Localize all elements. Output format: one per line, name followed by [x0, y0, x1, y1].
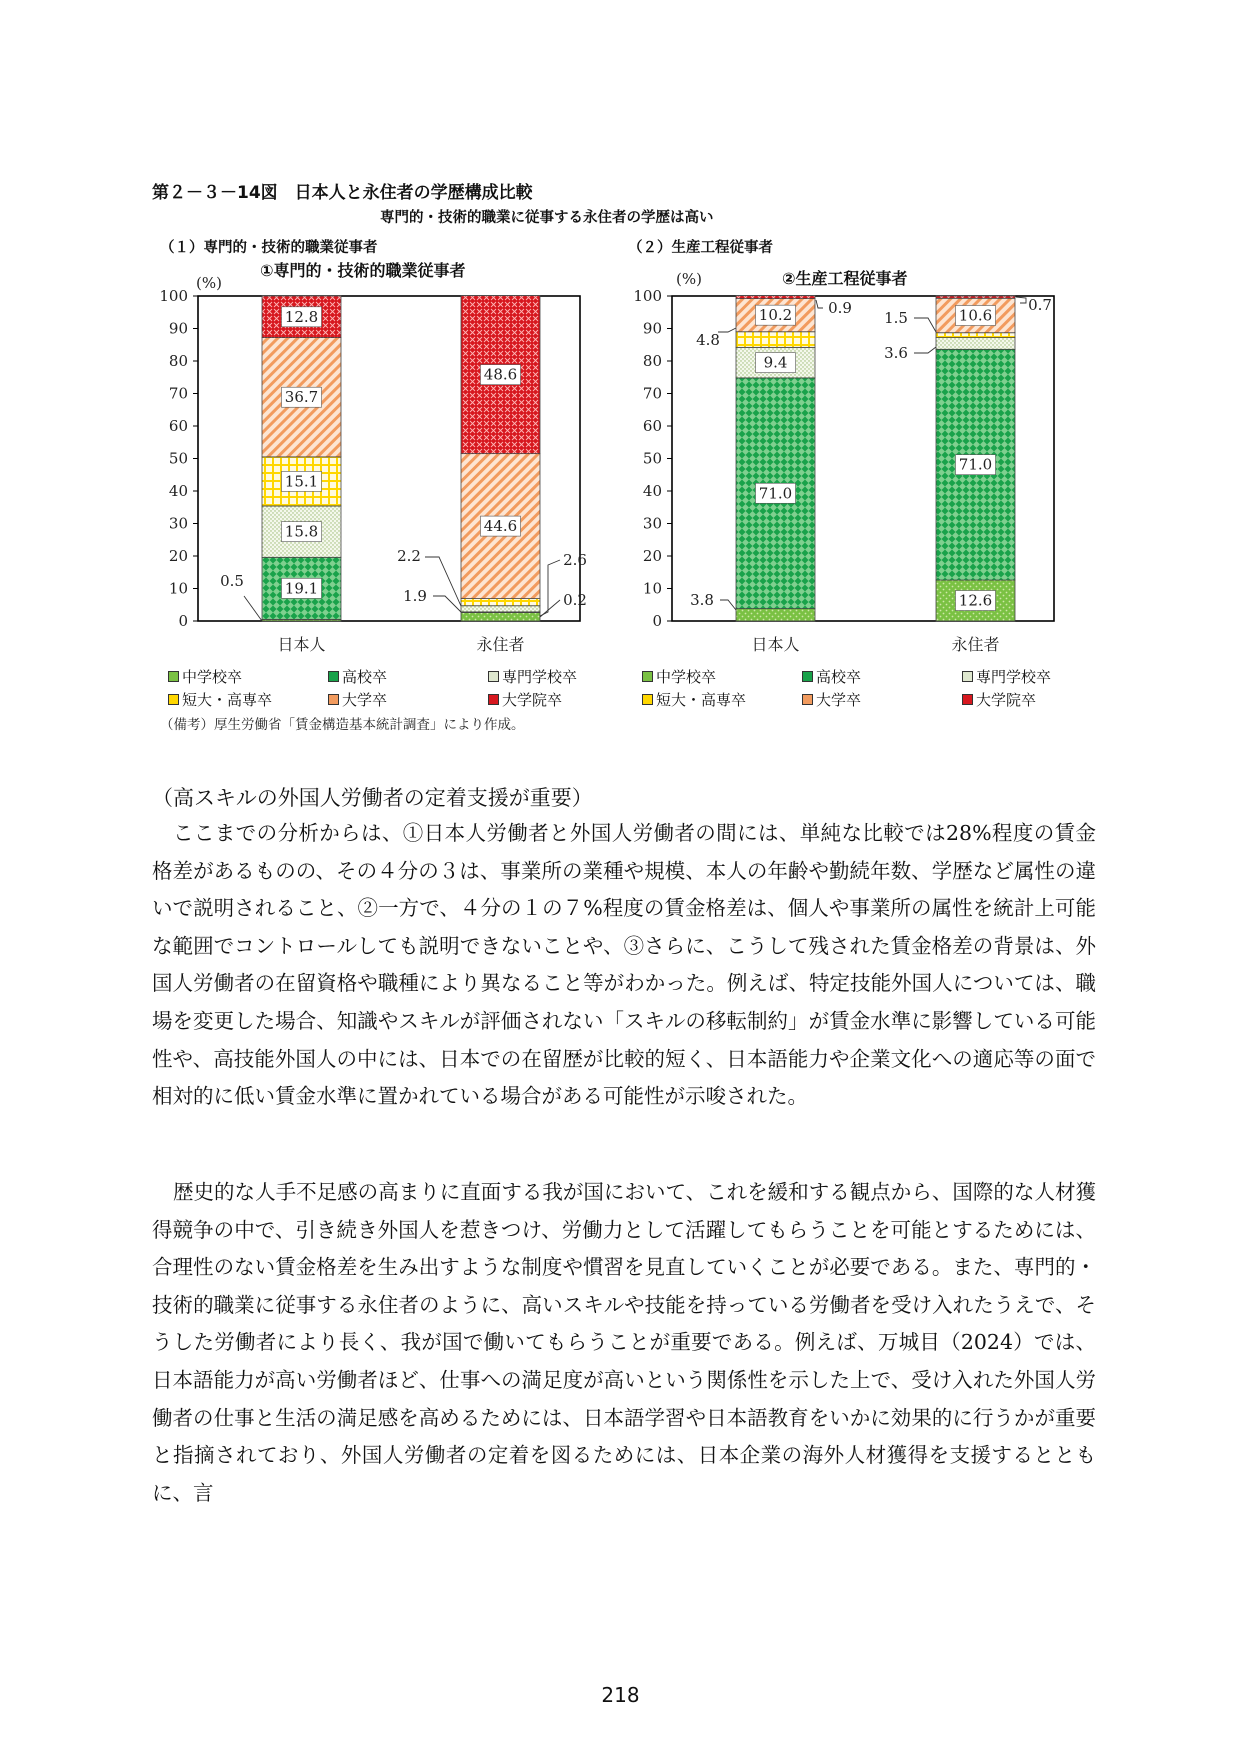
legend-label: 高校卒 [816, 668, 862, 686]
p2-bar-graduate-school-permanent [936, 296, 1015, 298]
legend-label: 中学校卒 [656, 668, 717, 686]
p2-unit-label: (%) [676, 270, 702, 288]
legend-item-graduate-school [962, 689, 1036, 710]
p1-data-label: 12.8 [284, 307, 319, 326]
legend-item-high-school [328, 666, 387, 687]
p2-data-label: 71.0 [758, 484, 793, 503]
p1-data-label: 19.1 [284, 579, 319, 598]
p1-y-tick-label: 100 [159, 287, 188, 305]
p2-category-label: 永住者 [951, 635, 1000, 654]
p1-data-label: 36.7 [284, 388, 319, 407]
p2-y-tick-label: 100 [633, 287, 662, 305]
legend-item-high-school [802, 666, 861, 687]
body-paragraph-2: 歴史的な人手不足感の高まりに直面する我が国において、これを緩和する観点から、国際的な人材獲得競争の中で、引き続き外国人を惹きつけ、労働力として活躍してもらうことを可能とするためには、合理性のない賃金格差を生み出すような制度や慣習を見直していくことが必要である。また、専門的・技術的職業に従事する永住者のように、高いスキルや技能を持っている労働者を受け入れたうえで、そうした労働者により長く、我が国で働いてもらうことが重要である。例えば、万城目（2024）では、日本語能力が高い労働者ほど、仕事への満足度が高いという関係性を示した上で、受け入れた外国人労働者の仕事と生活の満足感を高めるためには、日本語学習や日本語教育をいかに効果的に行うかが重要と指摘されており、外国人労働者の定着を図るためには、日本企業の海外人材獲得を支援するとともに、言 [152, 1180, 1096, 1505]
p2-y-tick-label: 10 [642, 579, 662, 598]
charts-canvas [0, 0, 1241, 740]
legend-swatch [802, 671, 813, 682]
legend-swatch [962, 671, 973, 682]
legend-label: 中学校卒 [182, 668, 243, 686]
p2-data-label: 3.8 [690, 591, 714, 609]
legend-item-junior-college [168, 689, 272, 710]
p1-data-label: 15.8 [284, 522, 319, 541]
p2-bar-junior-college-japanese [736, 332, 815, 348]
legend-swatch [642, 694, 653, 705]
p2-data-label: 4.8 [696, 331, 720, 349]
legend-label: 大学卒 [816, 691, 862, 709]
legend-swatch [642, 671, 653, 682]
legend-item-junior-high [642, 666, 716, 687]
p2-y-tick-label: 80 [642, 352, 662, 370]
figure-note: （備考）厚生労働省「賃金構造基本統計調査」により作成。 [160, 717, 525, 733]
p1-data-label: 0.5 [220, 572, 244, 590]
p2-data-label: 10.2 [758, 306, 793, 325]
p2-bar-vocational-permanent [936, 338, 1015, 350]
p1-data-label: 48.6 [483, 365, 518, 384]
p1-y-tick-label: 20 [168, 547, 188, 565]
legend-label: 専門学校卒 [502, 668, 578, 686]
legend-item-graduate-school [488, 689, 562, 710]
legend-swatch [802, 694, 813, 705]
p2-data-label: 71.0 [958, 455, 993, 474]
legend-label: 大学卒 [342, 691, 388, 709]
legend-item-junior-college [642, 689, 746, 710]
legend-label: 大学院卒 [976, 691, 1037, 709]
section-heading: （高スキルの外国人労働者の定着支援が重要） [152, 786, 593, 810]
p2-chart-title: ②生産工程従事者 [782, 269, 908, 288]
p2-data-label: 12.6 [958, 591, 993, 610]
legend-label: 専門学校卒 [976, 668, 1052, 686]
p2-y-tick-label: 0 [652, 612, 662, 630]
p1-data-label: 0.2 [563, 591, 587, 609]
p2-data-label: 0.7 [1028, 296, 1052, 314]
panel2-label: （２）生産工程従事者 [628, 240, 773, 256]
p1-data-label: 1.9 [403, 587, 427, 605]
p1-y-tick-label: 80 [168, 352, 188, 370]
figure-subtitle: 専門的・技術的職業に従事する永住者の学歴は高い [380, 210, 714, 226]
p2-data-label: 0.9 [828, 299, 852, 317]
p2-y-tick-label: 50 [642, 449, 662, 468]
p1-data-label: 2.6 [563, 551, 587, 569]
p2-y-tick-label: 30 [642, 514, 662, 533]
p1-category-label: 永住者 [476, 635, 525, 654]
p2-category-label: 日本人 [751, 635, 800, 654]
p1-y-tick-label: 50 [168, 449, 188, 468]
legend-swatch [488, 694, 499, 705]
p1-y-tick-label: 40 [168, 482, 188, 500]
legend-swatch [488, 671, 499, 682]
legend-swatch [168, 694, 179, 705]
p1-data-label: 44.6 [483, 517, 518, 536]
p1-bar-vocational-permanent [461, 606, 540, 612]
legend-item-vocational [962, 666, 1051, 687]
legend-swatch [168, 671, 179, 682]
p2-bar-junior-college-permanent [936, 333, 1015, 338]
legend-item-vocational [488, 666, 577, 687]
legend-label: 高校卒 [342, 668, 388, 686]
p1-data-label: 15.1 [284, 472, 319, 491]
p1-y-tick-label: 10 [168, 579, 188, 598]
p2-data-label: 3.6 [884, 344, 908, 362]
p2-y-tick-label: 40 [642, 482, 662, 500]
p2-y-tick-label: 60 [642, 417, 662, 435]
p2-data-label: 10.6 [958, 306, 993, 325]
p2-y-tick-label: 90 [642, 319, 662, 338]
legend-label: 大学院卒 [502, 691, 563, 709]
p2-y-tick-label: 70 [642, 384, 662, 403]
legend-swatch [328, 671, 339, 682]
legend-label: 短大・高専卒 [182, 691, 273, 709]
figure-title: 第２－３－14図 日本人と永住者の学歴構成比較 [152, 183, 533, 203]
body-paragraph-1: ここまでの分析からは、①日本人労働者と外国人労働者の間には、単純な比較では28%程度の賃金格差があるものの、その４分の３は、事業所の業種や規模、本人の年齢や勤続年数、学歴など属性の違いで説明されること、②一方で、４分の１の７%程度の賃金格差は、個人や事業所の属性を統計上可能な範囲でコントロールしても説明できないことや、③さらに、こうして残された賃金格差の背景は、外国人労働者の在留資格や職種により異なること等がわかった。例えば、特定技能外国人については、職場を変更した場合、知識やスキルが評価されない「スキルの移転制約」が賃金水準に影響している可能性や、高技能外国人の中には、日本での在留歴が比較的短く、日本語能力や企業文化への適応等の面で相対的に低い賃金水準に置かれている場合がある可能性が示唆された。 [152, 821, 1096, 1109]
p1-chart-title: ①専門的・技術的職業従事者 [260, 261, 466, 280]
legend-item-university [802, 689, 861, 710]
page-number: 218 [601, 1683, 640, 1707]
p1-y-tick-label: 0 [178, 612, 188, 630]
p2-y-tick-label: 20 [642, 547, 662, 565]
p2-data-label: 9.4 [763, 353, 788, 372]
p2-data-label: 1.5 [884, 309, 908, 327]
p1-y-tick-label: 30 [168, 514, 188, 533]
p1-y-tick-label: 70 [168, 384, 188, 403]
p1-bar-junior-college-permanent [461, 599, 540, 606]
p2-bar-junior-high-japanese [736, 609, 815, 621]
legend-label: 短大・高専卒 [656, 691, 747, 709]
legend-item-university [328, 689, 387, 710]
p1-y-tick-label: 90 [168, 319, 188, 338]
p1-bar-junior-high-permanent [461, 613, 540, 621]
p1-data-label: 2.2 [397, 547, 421, 565]
legend-item-junior-high [168, 666, 242, 687]
legend-swatch [328, 694, 339, 705]
panel1-label: （１）専門的・技術的職業従事者 [160, 240, 378, 256]
p2-bar-graduate-school-japanese [736, 296, 815, 299]
p1-category-label: 日本人 [277, 635, 326, 654]
p1-unit-label: (%) [196, 274, 222, 292]
legend-swatch [962, 694, 973, 705]
p1-y-tick-label: 60 [168, 417, 188, 435]
